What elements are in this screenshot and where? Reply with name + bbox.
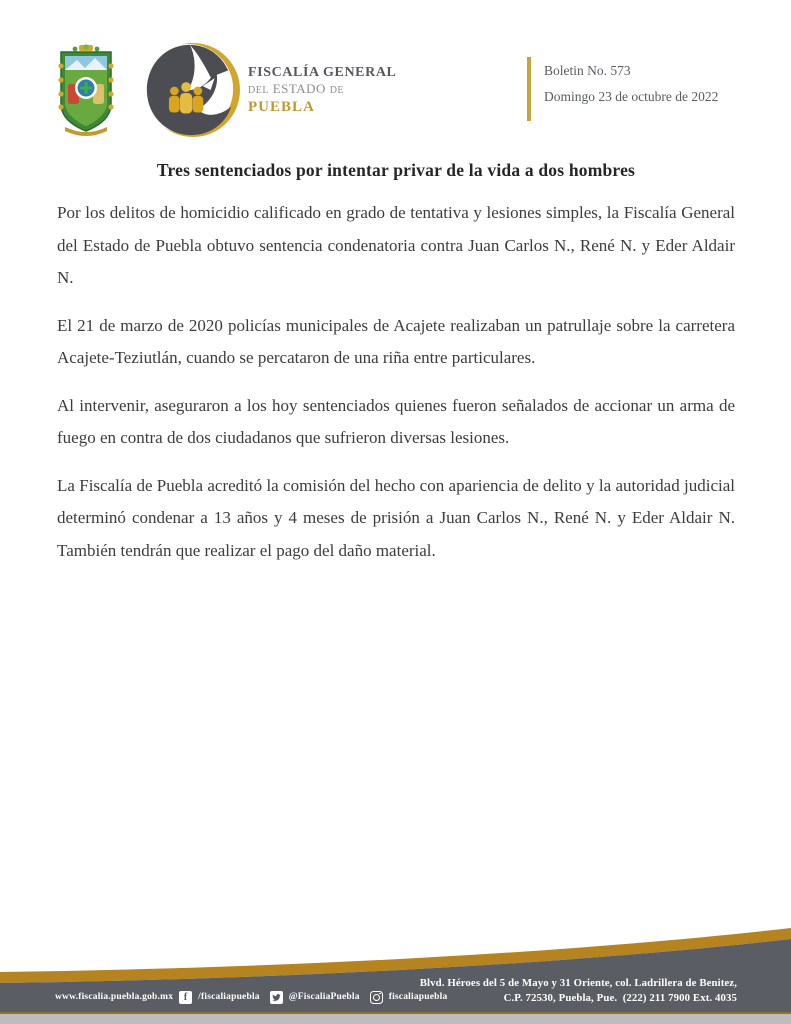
paragraph-1: Por los delitos de homicidio calificado en grado de tentativa y lesiones simples, la Fiscalía General del Estado de Puebla obtuvo sentencia condenatoria contra Juan Carlos N., René N. y Eder Aldair N. [57,203,735,287]
instagram-handle: fiscaliapuebla [388,992,448,1002]
bulletin-gold-bar [527,57,531,121]
footer-social-row [55,989,451,1005]
logo-line2: DEL ESTADO DE [248,81,345,97]
fiscalia-logo-text [248,64,396,117]
address-line-2: C.P. 72530, Puebla, Pue. (222) 211 7900 Ext. 4035 [503,992,737,1004]
paragraph-2: El 21 de marzo de 2020 policías municipales de Acajete realizaban un patrullaje sobre la carretera Acajete-Teziutlán, cuando se percataron de una riña entre particulares. [57,315,735,367]
document-body [57,160,735,582]
footer-address [420,976,737,1006]
instagram-icon [370,991,383,1004]
footer-swoosh [0,924,791,1024]
puebla-coat-of-arms [55,44,117,136]
facebook-handle: /fiscaliapuebla [198,992,260,1002]
footer-website: www.fiscalia.puebla.gob.mx [55,992,174,1002]
logo-line1: FISCALÍA GENERAL [248,64,397,80]
page-title: Tres sentenciados por intentar privar de la vida a dos hombres [156,160,636,180]
facebook-icon: f [179,991,192,1004]
bulletin-number: Boletin No. 573 [544,63,631,78]
fiscalia-logo [142,40,396,140]
bulletin-date: Domingo 23 de octubre de 2022 [544,89,719,104]
paragraph-4: La Fiscalía de Puebla acreditó la comisión del hecho con apariencia de delito y la autoridad judicial determinó condenar a 13 años y 4 meses de prisión a Juan Carlos N., René N. y Eder Aldair N. También tendrán que realizar el pago del daño material. [57,475,735,560]
logo-line3: PUEBLA [248,98,315,115]
fiscalia-eagle-icon [142,40,240,140]
paragraph-3: Al intervenir, aseguraron a los hoy sentenciados quienes fueron señalados de accionar un arma de fuego en contra de dos ciudadanos que sufrieron diversas lesiones. [57,395,735,447]
twitter-icon [270,991,283,1004]
twitter-handle: @FiscaliaPuebla [288,992,360,1002]
bulletin-info [527,57,718,121]
address-line-1: Blvd. Héroes del 5 de Mayo y 31 Oriente, col. Ladrillera de Benitez, [419,977,737,989]
